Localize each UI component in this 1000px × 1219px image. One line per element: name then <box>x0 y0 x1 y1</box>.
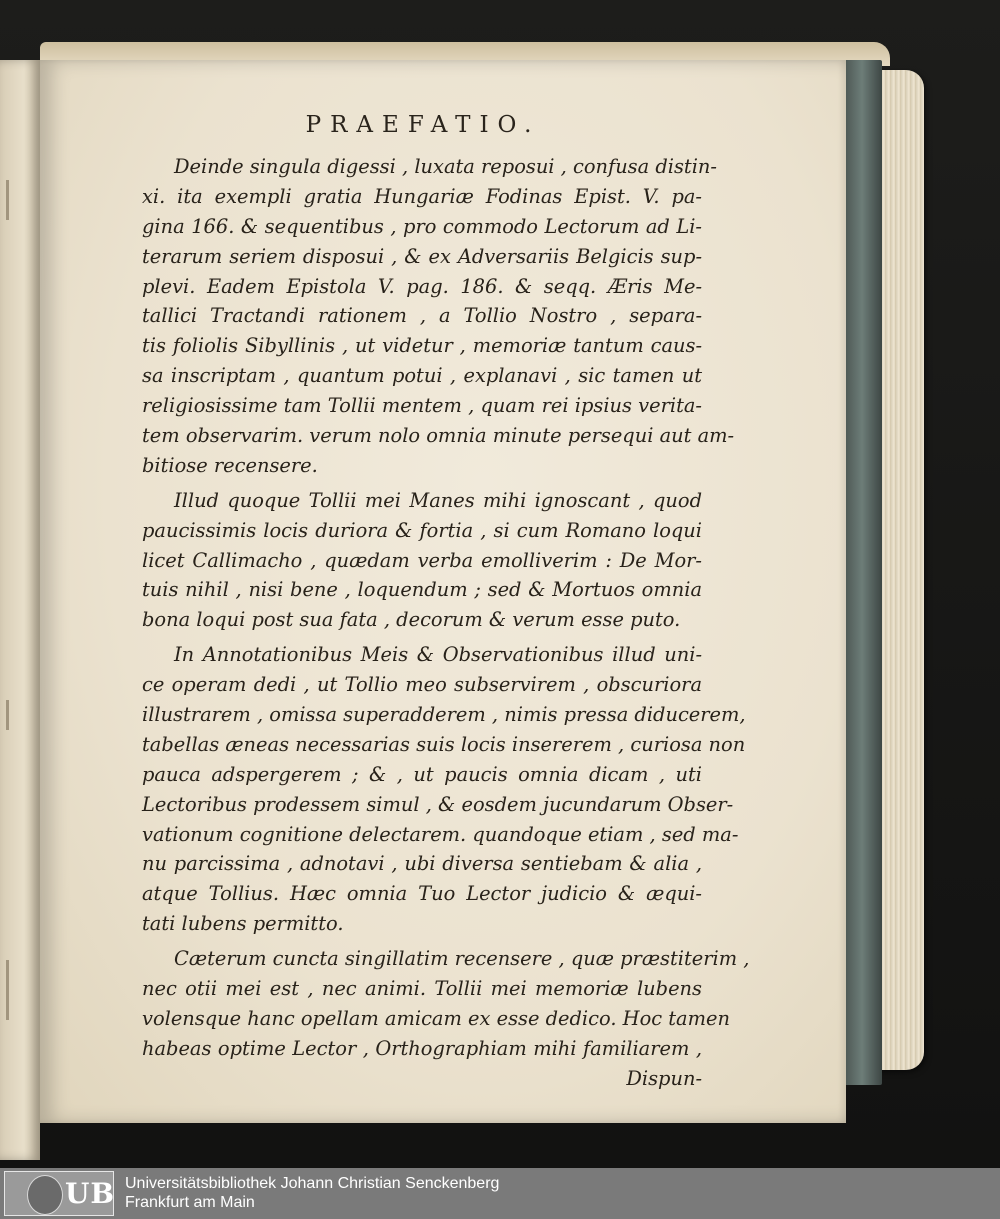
ink-mark <box>6 700 9 730</box>
text-line: licet Callimacho , quædam verba emolliverim : De Mor- <box>142 548 702 572</box>
ink-mark <box>6 960 9 1020</box>
book-page-edges <box>876 70 924 1070</box>
text-line: plevi. Eadem Epistola V. pag. 186. & seqq. Æris Me- <box>142 274 702 298</box>
library-name-line2: Frankfurt am Main <box>125 1194 255 1211</box>
text-line: tati lubens permitto. <box>142 912 344 936</box>
logo-text: UB <box>65 1177 116 1210</box>
text-line: xi. ita exempli gratia Hungariæ Fodinas Epist. V. pa- <box>142 184 702 208</box>
text-line: sa inscriptam , quantum potui , explanavi , sic tamen ut <box>142 364 702 388</box>
text-line: Deinde singula digessi , luxata reposui , confusa distin- <box>174 155 717 178</box>
text-line: tuis nihil , nisi bene , loquendum ; sed & Mortuos omnia <box>142 578 702 602</box>
text-line: vationum cognitione delectarem. quandoque etiam , sed ma- <box>142 822 739 846</box>
text-line: volensque hanc opellam amicam ex esse dedico. Hoc tamen <box>142 1006 730 1030</box>
text-line: habeas optime Lector , Orthographiam mihi familiarem , <box>142 1036 702 1060</box>
ink-mark <box>6 180 9 220</box>
text-line: atque Tollius. Hæc omnia Tuo Lector judicio & æqui- <box>142 882 702 906</box>
text-line: tabellas æneas necessarias suis locis insererem , curiosa non <box>142 732 746 756</box>
text-line: ce operam dedi , ut Tollio meo subservirem , obscuriora <box>142 673 702 697</box>
text-line: terarum seriem disposui , & ex Adversariis Belgicis sup- <box>142 244 702 268</box>
book-cover-edge <box>842 60 882 1085</box>
running-head: PRAEFATIO. <box>305 112 541 138</box>
text-line: illustrarem , omissa superadderem , nimis pressa diducerem, <box>142 703 746 727</box>
text-line: tis foliolis Sibyllinis , ut videtur , memoriæ tantum caus- <box>142 334 702 358</box>
catchword: Dispun- <box>626 1066 702 1090</box>
text-line: tallici Tractandi rationem , a Tollio Nostro , separa- <box>142 304 702 328</box>
portrait-icon <box>27 1175 63 1215</box>
text-line: religiosissime tam Tollii mentem , quam rei ipsius verita- <box>142 394 702 418</box>
text-line: nu parcissima , adnotavi , ubi diversa sentiebam & alia , <box>142 852 702 876</box>
text-line: Lectoribus prodessem simul , & eosdem jucundarum Obser- <box>142 792 734 816</box>
library-logo <box>4 1171 114 1216</box>
text-line: In Annotationibus Meis & Observationibus illud uni- <box>174 643 702 667</box>
text-line: Cæterum cuncta singillatim recensere , quæ præstiterim , <box>174 947 750 971</box>
text-line: pauca adspergerem ; & , ut paucis omnia dicam , uti <box>142 762 702 786</box>
library-name-line1: Universitätsbibliothek Johann Christian Senckenberg <box>125 1175 500 1192</box>
text-line: gina 166. & sequentibus , pro commodo Lectorum ad Li- <box>142 214 702 238</box>
text-line: bona loqui post sua fata , decorum & verum esse puto. <box>142 608 681 632</box>
book-page <box>40 60 846 1123</box>
text-line: Illud quoque Tollii mei Manes mihi ignoscant , quod <box>174 488 702 512</box>
text-line: bitiose recensere. <box>142 453 318 477</box>
library-name <box>125 1174 499 1212</box>
previous-page-edge <box>0 60 40 1160</box>
body-text <box>142 152 750 1094</box>
text-line: nec otii mei est , nec animi. Tollii mei memoriæ lubens <box>142 977 702 1001</box>
library-footer <box>0 1168 1000 1219</box>
text-line: paucissimis locis duriora & fortia , si cum Romano loqui <box>142 518 702 542</box>
text-line: tem observarim. verum nolo omnia minute persequi aut am- <box>142 424 735 448</box>
